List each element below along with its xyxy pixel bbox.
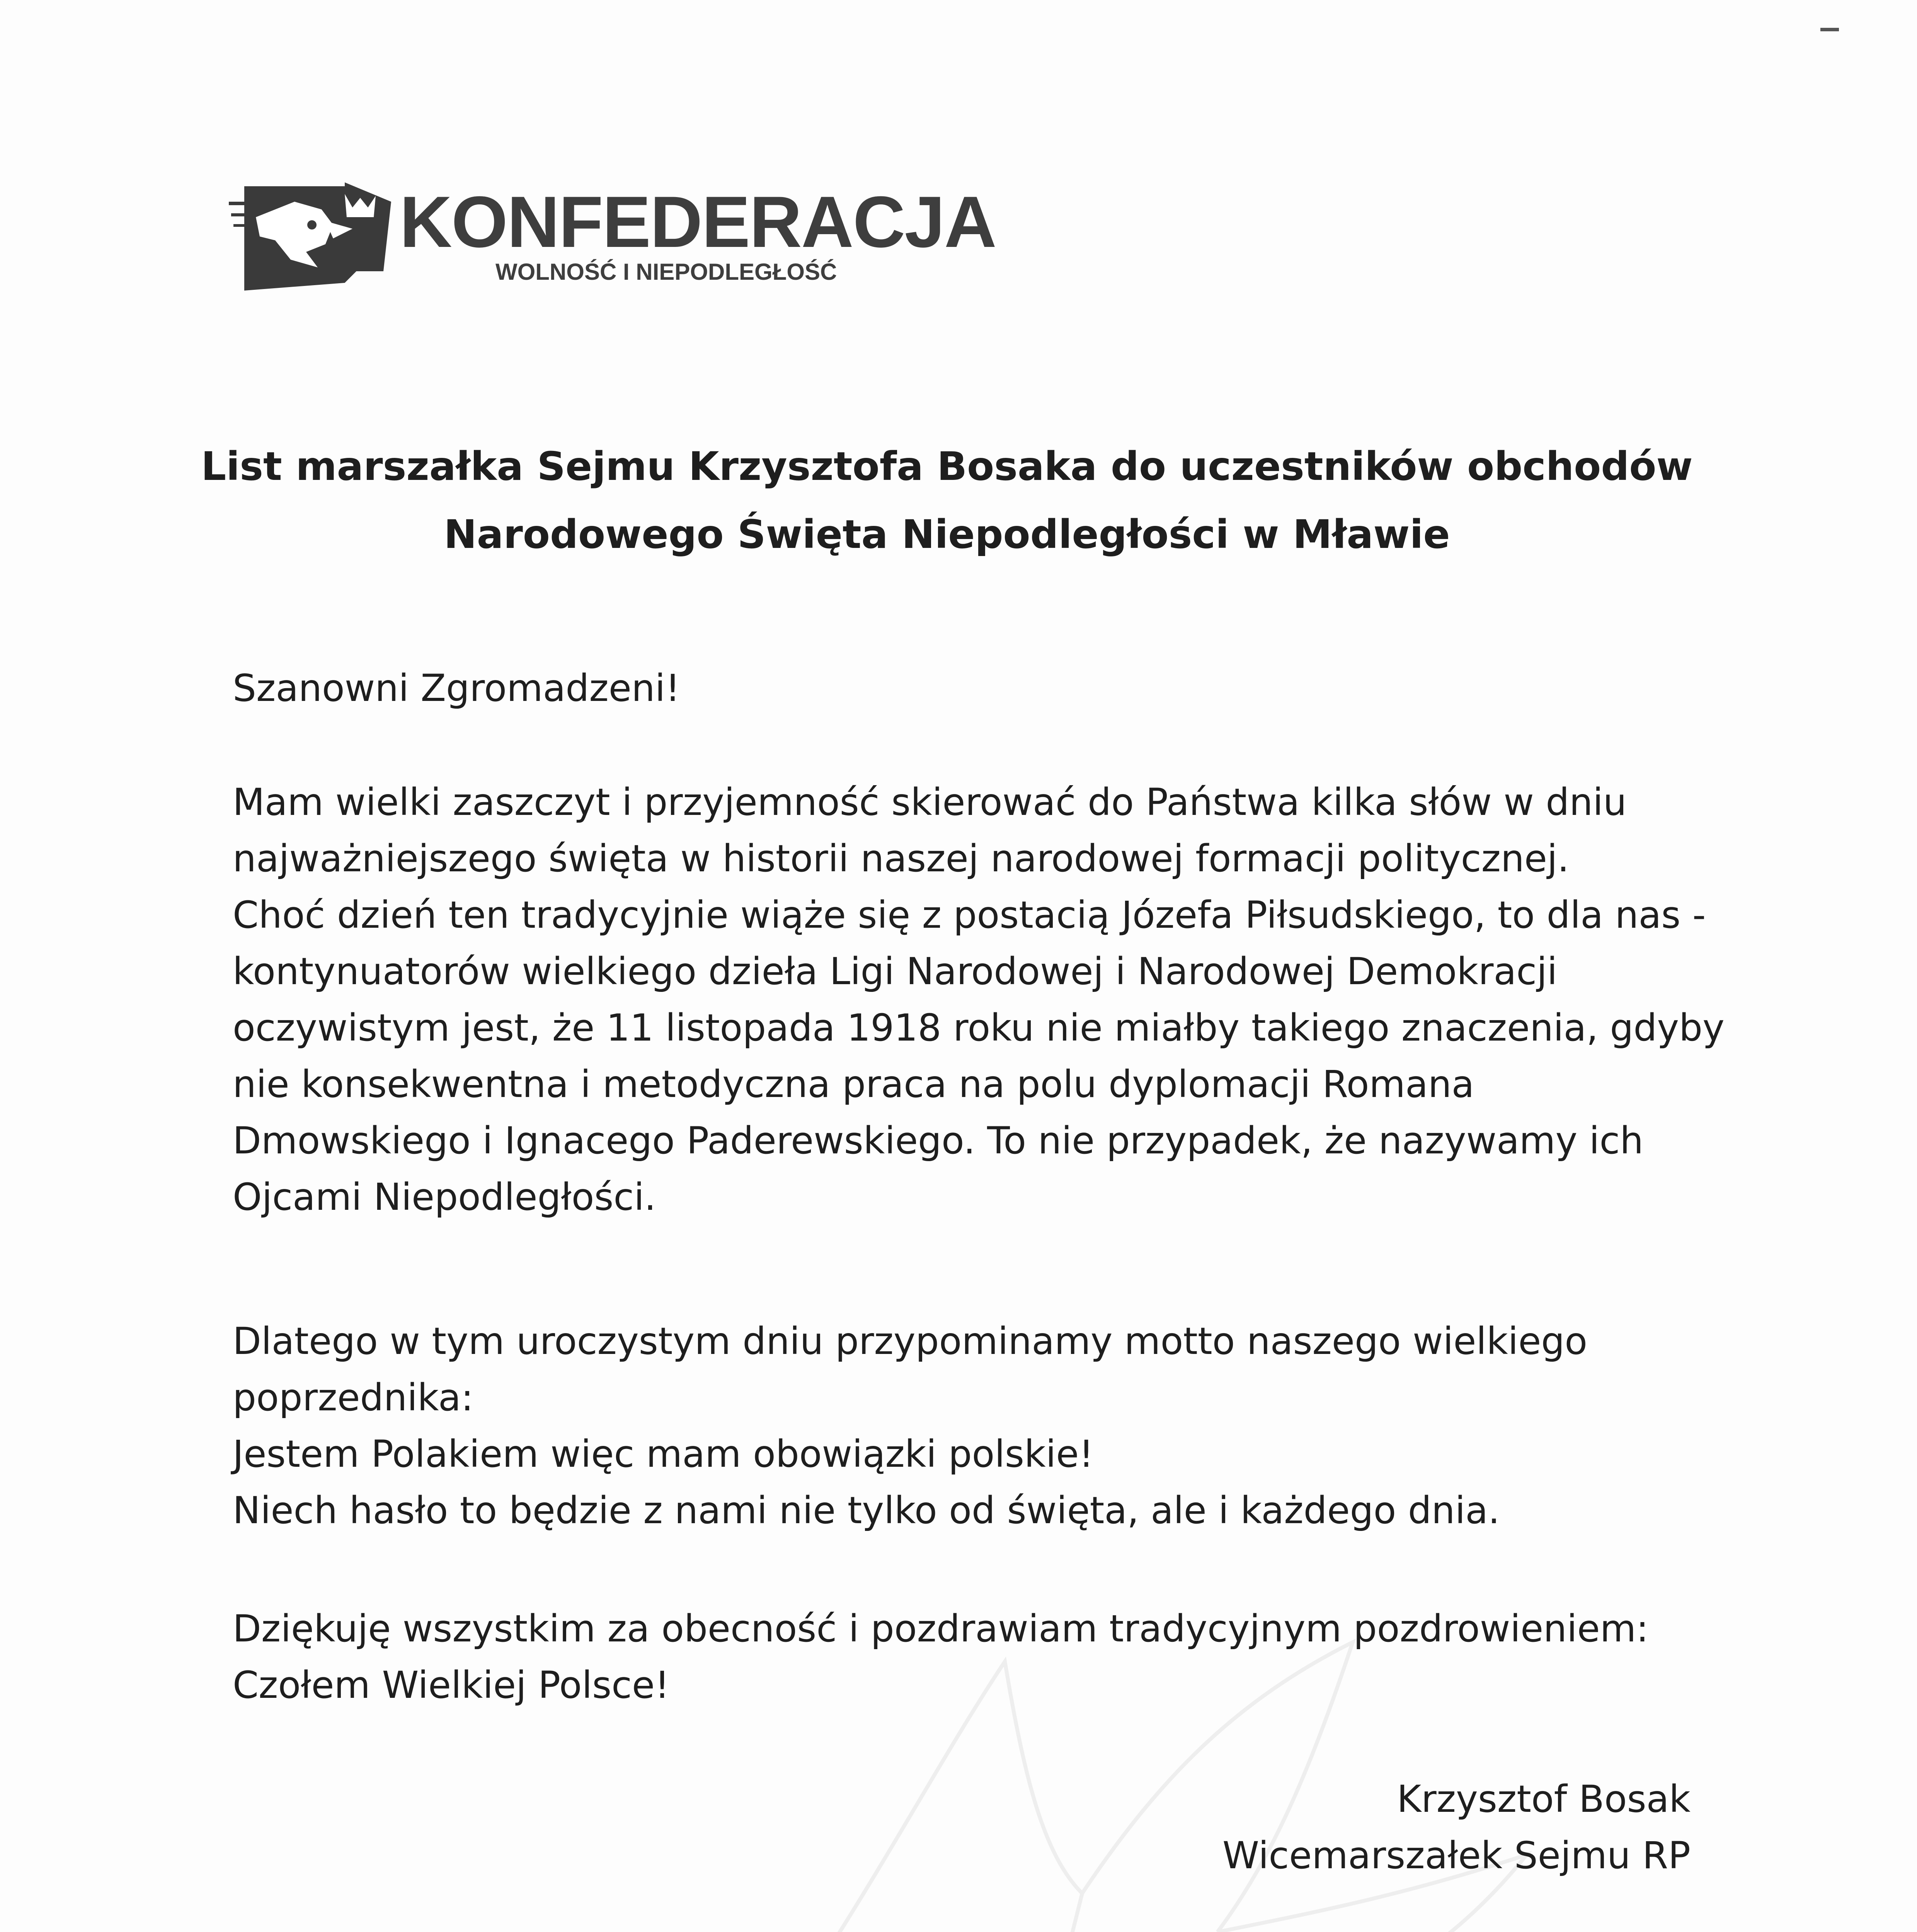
letter-title (193, 433, 1701, 569)
eagle-crown-icon (229, 175, 399, 298)
organization-tagline: WOLNOŚĆ I NIEPODLEGŁOŚĆ (495, 259, 837, 285)
signature-block (1222, 1771, 1691, 1884)
motto-line: Jestem Polakiem więc mam obowiązki polskie! (233, 1432, 1094, 1476)
text-line: Niech hasło to będzie z nami nie tylko od święta, ale i każdego dnia. (233, 1489, 1500, 1532)
paragraph-1 (233, 774, 1725, 1225)
salutation: Szanowni Zgromadzeni! (233, 667, 680, 710)
scan-mark (1820, 28, 1839, 31)
text-line: nie konsekwentna i metodyczna praca na polu dyplomacji Romana (233, 1063, 1474, 1106)
greeting-line: Czołem Wielkiej Polsce! (233, 1663, 670, 1707)
text-line: Ojcami Niepodległości. (233, 1175, 656, 1219)
signatory-name: Krzysztof Bosak (1397, 1777, 1691, 1821)
text-line: Choć dzień ten tradycyjnie wiąże się z postacią Józefa Piłsudskiego, to dla nas - (233, 893, 1706, 937)
title-line: Narodowego Święta Niepodległości w Mławie (444, 512, 1450, 558)
text-line: Dmowskiego i Ignacego Paderewskiego. To nie przypadek, że nazywamy ich (233, 1119, 1644, 1162)
signatory-position: Wicemarszałek Sejmu RP (1222, 1834, 1691, 1877)
text-line: najważniejszego święta w historii naszej narodowej formacji politycznej. (233, 837, 1570, 880)
text-line: Mam wielki zaszczyt i przyjemność skierować do Państwa kilka słów w dniu (233, 781, 1627, 824)
letterhead-logo (229, 175, 996, 298)
organization-name: KONFEDERACJA (400, 181, 996, 262)
text-line: oczywistym jest, że 11 listopada 1918 roku nie miałby takiego znaczenia, gdyby (233, 1006, 1725, 1049)
title-line: List marszałka Sejmu Krzysztofa Bosaka do uczestników obchodów (201, 444, 1693, 490)
text-line: poprzednika: (233, 1376, 474, 1419)
text-line: kontynuatorów wielkiego dzieła Ligi Narodowej i Narodowej Demokracji (233, 950, 1558, 993)
text-line: Dlatego w tym uroczystym dniu przypominamy motto naszego wielkiego (233, 1320, 1588, 1363)
paragraph-2 (233, 1313, 1587, 1539)
text-line: Dziękuję wszystkim za obecność i pozdrawiam tradycyjnym pozdrowieniem: (233, 1607, 1649, 1650)
